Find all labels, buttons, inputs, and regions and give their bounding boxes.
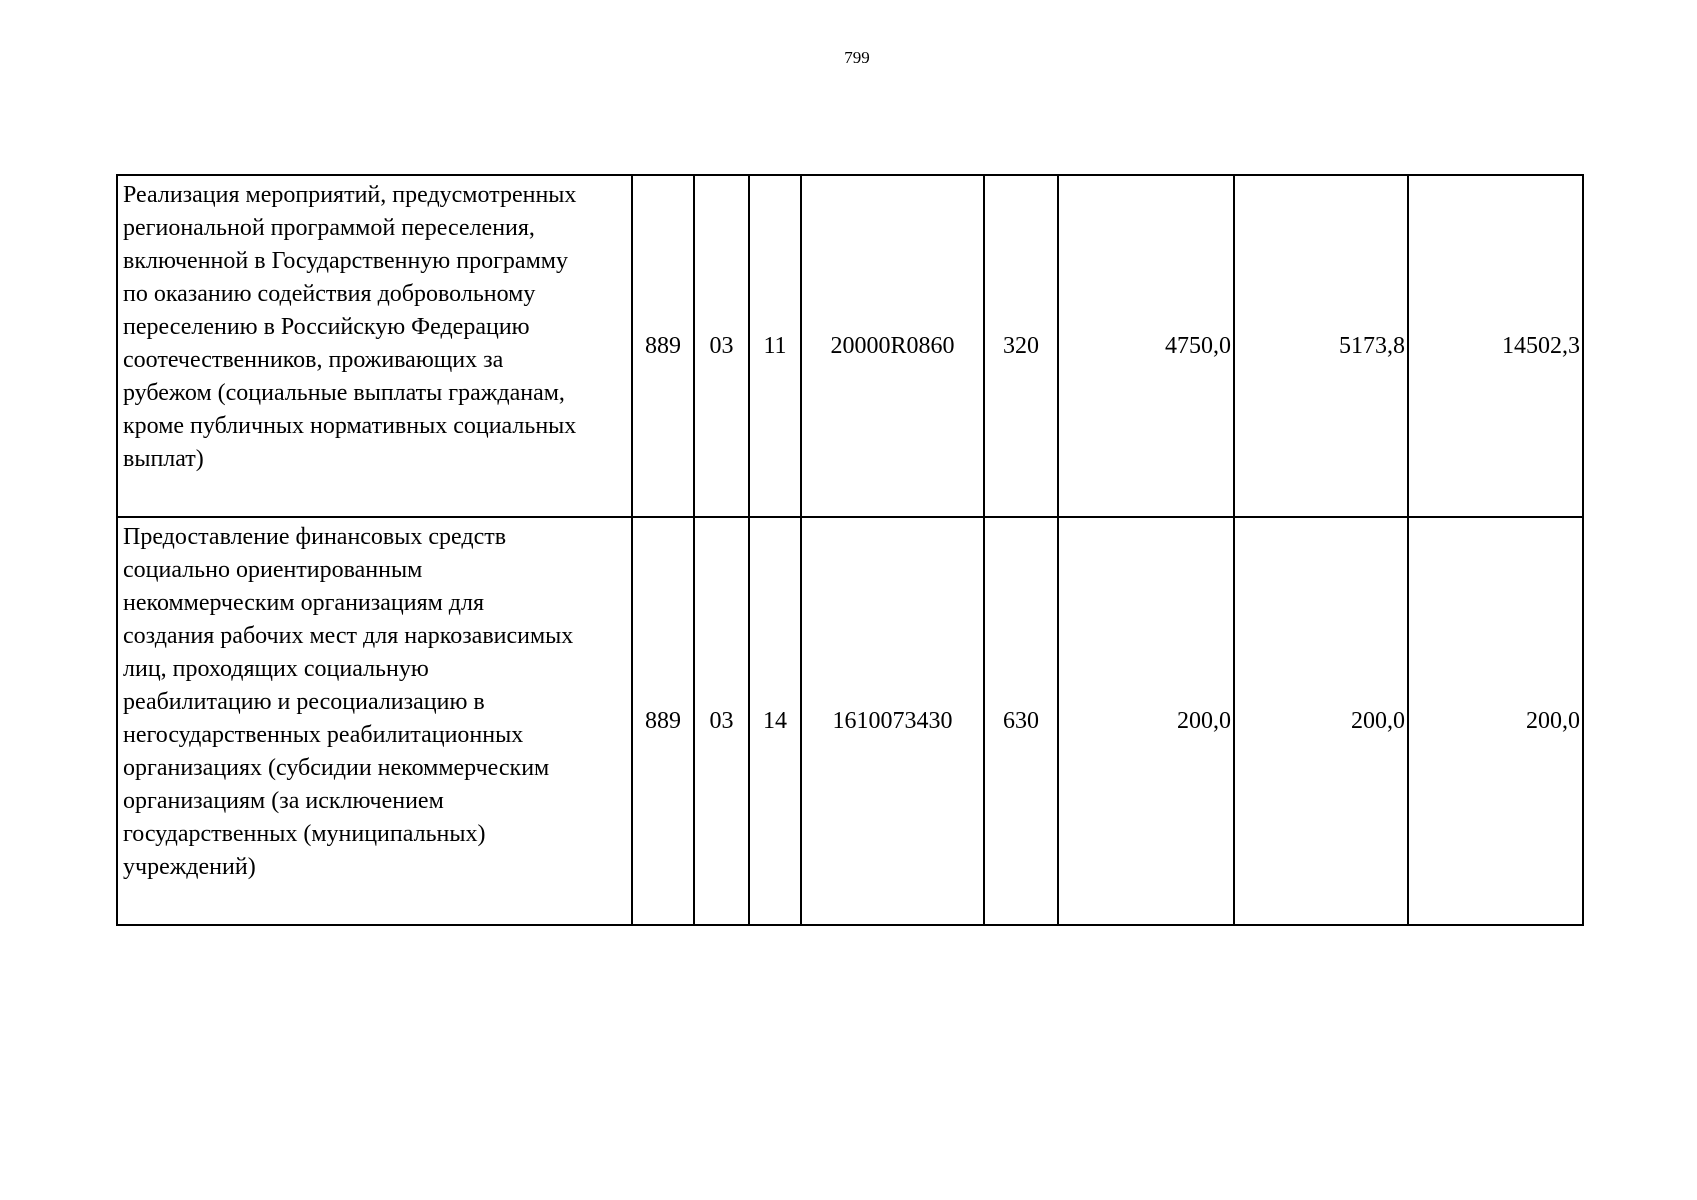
description-line: рубежом (социальные выплаты гражданам,: [123, 380, 565, 406]
amount-3: 14502,3: [1408, 175, 1583, 517]
amount-2: 200,0: [1234, 517, 1408, 925]
description-line: региональной программой переселения,: [123, 215, 535, 241]
description-line: создания рабочих мест для наркозависимых: [123, 623, 574, 649]
amount-2: 5173,8: [1234, 175, 1408, 517]
table-row: [117, 517, 1583, 925]
description-line: организациям (за исключением: [123, 788, 444, 814]
description-line: соотечественников, проживающих за: [123, 347, 504, 373]
description-line: социально ориентированным: [123, 557, 423, 583]
amount-1: 200,0: [1058, 517, 1234, 925]
description-line: государственных (муниципальных): [123, 821, 486, 847]
ministry-code: 889: [632, 175, 694, 517]
description-line: негосударственных реабилитационных: [123, 722, 524, 748]
description-line: выплат): [123, 446, 204, 472]
row-description: [117, 175, 632, 517]
row-description: [117, 517, 632, 925]
budget-table: [116, 174, 1584, 926]
amount-1: 4750,0: [1058, 175, 1234, 517]
amount-3: 200,0: [1408, 517, 1583, 925]
description-line: Реализация мероприятий, предусмотренных: [123, 182, 577, 208]
table-row: [117, 175, 1583, 517]
description-line: кроме публичных нормативных социальных: [123, 413, 577, 439]
expense-type-code: 320: [984, 175, 1058, 517]
description-line: реабилитацию и ресоциализацию в: [123, 689, 485, 715]
description-line: учреждений): [123, 854, 256, 880]
expense-type-code: 630: [984, 517, 1058, 925]
page-number: 799: [844, 48, 870, 67]
subsection-code: 11: [749, 175, 801, 517]
target-article-code: 20000R0860: [801, 175, 984, 517]
description-line: Предоставление финансовых средств: [123, 524, 507, 550]
section-code: 03: [694, 175, 749, 517]
description-line: некоммерческим организациям для: [123, 590, 485, 616]
description-line: включенной в Государственную программу: [123, 248, 568, 274]
target-article-code: 1610073430: [801, 517, 984, 925]
ministry-code: 889: [632, 517, 694, 925]
description-line: переселению в Российскую Федерацию: [123, 314, 530, 340]
description-line: по оказанию содействия добровольному: [123, 281, 536, 307]
section-code: 03: [694, 517, 749, 925]
description-line: организациях (субсидии некоммерческим: [123, 755, 550, 781]
description-line: лиц, проходящих социальную: [123, 656, 429, 682]
subsection-code: 14: [749, 517, 801, 925]
